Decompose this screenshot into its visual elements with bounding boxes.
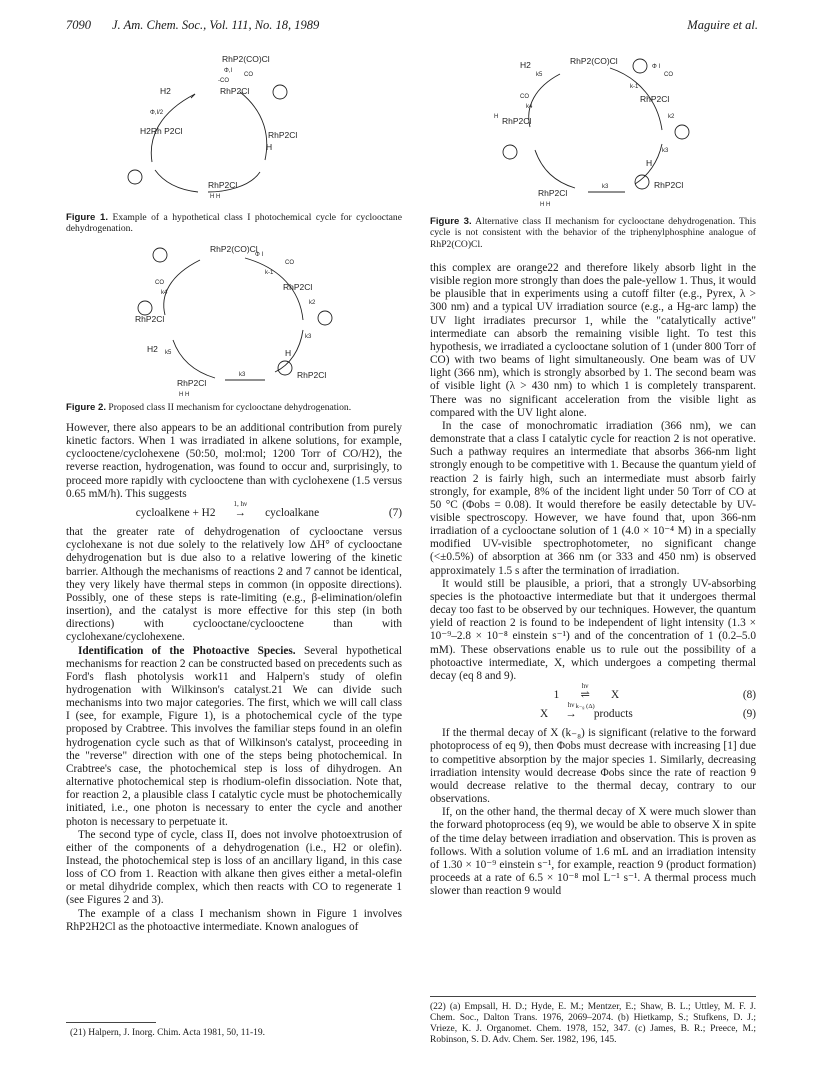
fig2-label-2: CO [285,260,294,266]
equation-9: X hν → products (9) [540,701,756,721]
fig2-label-3: k-1 [265,270,274,276]
fig2-label-16: H H [179,392,190,398]
fig2-label-9: k3 [305,334,312,340]
fig2-label-13: RhP2Cl [297,370,327,380]
figure-3-diagram [490,52,750,212]
left-footnote-rule [66,1022,156,1023]
figure-1-caption [66,212,402,235]
fig3-label-4: CO [664,72,673,78]
fig3-label-9: H [494,114,499,120]
equation-8: 1 hν ⇌ k₋₈ (Δ) X (8) [430,689,756,702]
fig2-label-15: RhP2Cl [177,378,207,388]
fig1-label-9: H [266,142,273,152]
fig1-label-1: Φ,I [224,68,233,74]
figure-3-caption-text: Alternative class II mechanism for cyclooctane dehydrogenation. This cycle is not consistent with the behavior of the triphenylphosphine analogue of RhP2(CO)Cl. [430,216,757,250]
right-paragraph-2: In the case of monochromatic irradiation (366 nm), we can demonstrate that a class I catalytic cycle for reaction 2 is not operative. Such a pathway requires an intermediate that absorbs 366-nm light strongly enough to be competitive with 1. Because the quantum yield of reaction 2 is fairly high, such an intermediate must absorb fairly strongly, for example, 8% of the incident light under 50 Torr of CO at 50 °C (Φobs = 0.08). It would therefore be easily detectable by UV-visible spectroscopy. However, we have found that, upon 366-nm irradiation of a cyclooctane solution of 1 (4.0 × 10⁻⁴ M) in a specially modified UV-visible spectrophotometer, no significant change (<±0.5%) of absorption at 366 nm (or 333 and 450 nm) is observed approximately 1.5 s after the termination of irradiation. [430,419,756,577]
eq9-lhs: X [540,708,549,721]
fig3-label-1: k5 [536,72,543,78]
eq7-lhs: cycloalkene + H2 [135,506,216,519]
fig1-label-5: RhP2Cl [220,86,250,96]
fig1-label-11: H H [210,194,221,200]
figure-1-diagram [100,52,360,210]
fig3-label-12: H [646,158,653,168]
eq9-number: (9) [742,708,756,721]
journal-citation: J. Am. Chem. Soc., Vol. 111, No. 18, 1989 [112,18,320,32]
fig1-label-4: H2 [160,86,171,96]
figure-1-caption-text: Example of a hypothetical class I photochemical cycle for cyclooctane dehydrogenation. [66,212,402,235]
figure-2-caption [66,402,402,413]
fig3-label-17: H H [540,202,551,208]
eq8-arrow-bottom: k₋₈ (Δ) [575,703,595,710]
fig2-label-5: k4 [161,290,168,296]
figure-3-caption-label: Figure 3. [430,216,472,227]
eq7-number: (7) [388,506,402,519]
fig3-label-2: RhP2(CO)Cl [570,56,618,66]
eq8-arrow-top: hν [581,682,589,690]
fig1-label-3: -CO [218,78,229,84]
fig3-label-11: k2 [668,114,675,120]
figure-2-diagram [125,240,395,400]
fig1-label-8: RhP2Cl [268,130,298,140]
fig3-label-10: RhP2Cl [640,94,670,104]
fig3-label-14: RhP2Cl [654,180,684,190]
fig2-label-8: k2 [309,300,316,306]
fig3-label-16: RhP2Cl [538,188,568,198]
eq8-rhs: X [610,689,620,701]
fig1-label-6: Φ,I/2 [150,110,164,116]
figure-3-caption [430,216,756,250]
fig2-label-0: RhP2(CO)Cl [210,244,258,254]
figure-1-caption-label: Figure 1. [66,212,109,223]
right-paragraph-1: this complex are orange22 and therefore likely absorb light in the visible region more strongly than does the pale-yellow 1. Thus, it would be plausible that in experiments using a cutoff filter (e.g., Pyrex, λ > 300 nm) and a typical UV irradiation source (e.g., a Hg-arc lamp) the UV light irradiates precursor 1, while the "catalytically active" intermediate can absorb the remaining visible light. To test this hypothesis, we irradiated a cyclooctane solution of 1 (under 800 Torr of CO) with two beams of light simultaneously. One beam was of UV light (366 nm), which is strongly absorbed by 1. The second beam was of visible light (λ > 430 nm) to which 1 is completely transparent. There was no significant acceleration from the visible light as compared with the UV light alone. [430,262,756,419]
fig2-label-11: k5 [165,350,172,356]
figure-2-caption-text: Proposed class II mechanism for cyclooctane dehydrogenation. [108,402,352,413]
running-authors: Maguire et al. [687,18,758,32]
left-paragraph-4: The second type of cycle, class II, does not involve photoextrusion of either of the components of a dehydrogenation (i.e., H2 or olefin). Instead, the photochemical step is loss of an ancillary ligand, in this case loss of CO from 1. Reaction with alkane then gives either a metal-olefin or metal dihydride complex, which then reacts with CO to regenerate 1 (see Figures 2 and 3). [66,828,402,907]
fig3-label-8: RhP2Cl [502,116,532,126]
left-column-text [66,422,402,934]
page-number: 7090 [66,18,91,32]
fig1-label-10: RhP2Cl [208,180,238,190]
fig1-label-2: CO [244,72,253,78]
footnote-22: (22) (a) Empsall, H. D.; Hyde, E. M.; Mentzer, E.; Shaw, B. L.; Uttley, M. F. J. Chem. Soc., Dalton Trans. 1976, 2069–2074. (b) Hietkamp, S.; Stufkens, D. J.; Vrieze, K. J. Organomet. Chem. 1978, 152, 347. (c) James, B. R.; Preece, M.; Robinson, S. D. Adv. Chem. Ser. 1982, 196, 145. [430,1002,756,1045]
equation-7: cycloalkene + H2 1, hν → cycloalkane (7) [135,499,402,519]
left-paragraph-2: that the greater rate of dehydrogenation of cyclooctane versus cyclohexane is not due solely to the relatively low ΔH° of cyclooctane dehydrogenation but is due also to a relative lowering of the kinetic barrier. Although the mechanisms of reactions 2 and 7 cannot be identical, they very likely have thermal steps in common (in opposite directions). Possibly, one of these steps is rate-limiting (e.g., β-elimination/olefin insertion), and the catalyst is more effective for this step (in both directions) with cyclooctane/cyclooctene than with cyclohexane/cyclohexene. [66,526,402,644]
footnote-21: (21) Halpern, J. Inorg. Chim. Acta 1981, 50, 11-19. [70,1028,265,1038]
fig2-label-1: Φ I [255,252,264,258]
eq7-rhs: cycloalkane [265,506,320,519]
right-paragraph-4: If the thermal decay of X (k₋₈) is significant (relative to the forward photoprocess of eq 9), then Φobs must decrease with increasing [1] due to competitive absorption by the major species 1. Similarly, decreasing irradiation intensity would decrease Φobs since the rate of reaction 9 would decrease relative to the thermal decay, contrary to our observations. [430,727,756,806]
fig2-label-10: H2 [147,344,158,354]
fig2-label-14: k3 [239,372,246,378]
fig3-label-0: H2 [520,60,531,70]
fig3-label-15: k3 [602,184,609,190]
eq9-rhs: products [593,708,633,721]
left-paragraph-3 [66,645,402,829]
eq8-lhs: 1 [553,689,560,701]
right-column-text [430,262,756,898]
fig1-label-0: RhP2(CO)Cl [222,54,270,64]
eq7-arrow-label: 1, hν [233,499,248,508]
eq9-arrow-top: hν [567,701,575,710]
fig2-label-12: H [285,348,292,358]
fig3-label-7: k4 [526,104,533,110]
fig3-label-6: CO [520,94,529,100]
fig2-label-4: CO [155,280,164,286]
fig2-label-6: RhP2Cl [135,314,165,324]
right-paragraph-5: If, on the other hand, the thermal decay of X were much slower than the forward photoprocess (eq 9), we would be able to observe X in spite of the time delay between irradiation and observation. This is proven as follows. With a solution volume of 1.6 mL and an irradiation intensity of 1.30 × 10⁻⁹ einstein s⁻¹, for example, reaction 9 (product formation) proceeds at a rate of 6.5 × 10⁻⁸ mol L⁻¹ s⁻¹. A thermal process much slower than reaction 9 would [430,806,756,898]
figure-2-caption-label: Figure 2. [66,402,106,413]
left-paragraph-1: However, there also appears to be an additional contribution from purely kinetic factors. When 1 was irradiated in alkene solutions, for example, cyclooctene/cyclohexene (50:50, mol:mol; 1200 Torr of CO/H2), the reverse reaction, hydrogenation, was found to occur and, surprisingly, to proceed more rapidly with cyclooctene than with cyclohexene (1.5 versus 0.65 mM/h). This suggests [66,422,402,500]
fig3-label-3: Φ I [652,64,661,70]
left-paragraph-5: The example of a class I mechanism shown in Figure 1 involves RhP2H2Cl as the photoactive intermediate. Known analogues of [66,907,402,933]
fig1-label-7: H2Rh P2Cl [140,126,183,136]
fig3-label-5: k-1 [630,84,639,90]
eq8-number: (8) [742,689,756,701]
right-paragraph-3: It would still be plausible, a priori, that a strongly UV-absorbing species is the photoactive intermediate but that it undergoes thermal decay too fast to be observed by our techniques. However, the quantum yield of reaction 2 is found to be independent of light intensity (1.3 × 10⁻⁹–2.8 × 10⁻⁸ einstein s⁻¹) and of the concentration of 1 (0.2–5.0 mM). These observations enable us to rule out the possibility of a photoactive intermediate, X, which undergoes a competing thermal decay (eq 8 and 9). [430,577,756,682]
fig3-label-13: k3 [662,148,669,154]
right-footnote-rule [430,996,756,997]
section-heading-photoactive-species: Identification of the Photoactive Species. [78,644,296,657]
fig2-label-7: RhP2Cl [283,282,313,292]
left-paragraph-3-body: Several hypothetical mechanisms for reaction 2 can be constructed based on precedents such as Ford's flash photolysis work11 and Halpern's study of olefin hydrogenation with Wilkinson's catalyst.21 We can divide such mechanisms into two major categories. The first, which we will call class I (see, for example, Figure 1), is a photochemical cycle of the type proposed by Crabtree. This involves the familiar steps found in an olefin hydrogenation cycle such as that of Wilkinson's catalyst, proceeding in the "reverse" direction with one of the steps being photochemical. In Crabtree's case, the photochemical step is loss of dihydrogen. An alternative photochemical step is rhodium-olefin dissociation. Note that, for reaction 2, a plausible class I catalytic cycle must be photochemically initiated, i.e., one photon is necessary to enter the cycle and another photon is necessary to perpetuate it. [66,644,402,828]
